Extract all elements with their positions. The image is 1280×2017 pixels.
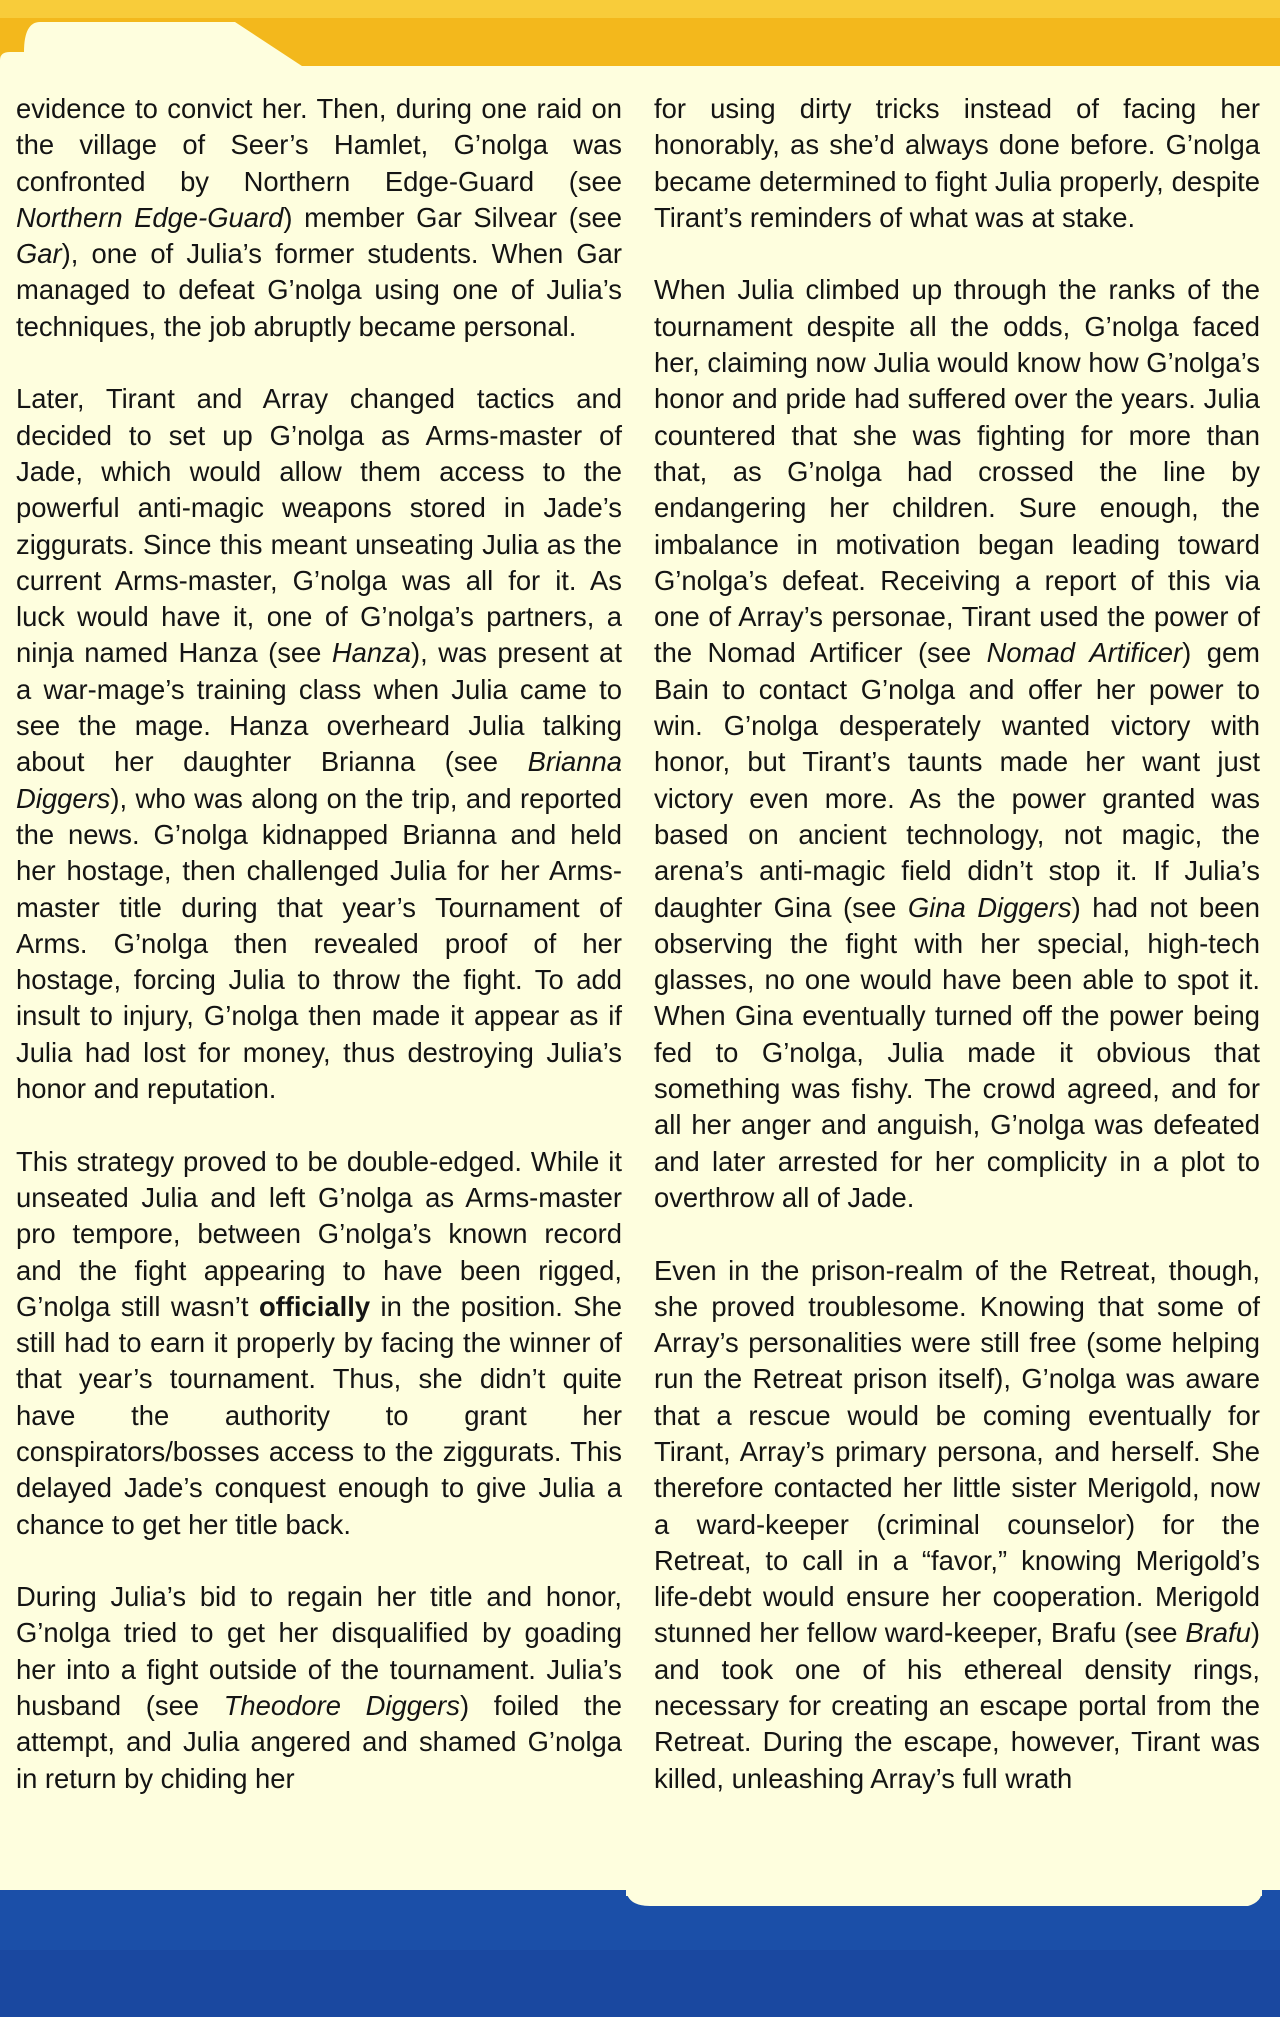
- cross-reference: Gina Diggers: [907, 891, 1072, 923]
- text-run: for using dirty tricks instead of facing her honorably, as she’d always done before. G’nolga became determined to fight Julia properly, despite Tirant’s reminders of what was at stake.: [654, 93, 1260, 233]
- text-run: ) gem Bain to contact G’nolga and offer her power to win. G’nolga desperately wanted victory with honor, but Tirant’s taunts made her want just victory even more. As the power granted was based on ancient technology, not magic, the arena’s anti-magic field didn’t stop it. If Julia’s daughter Gina (see: [654, 637, 1260, 923]
- right-paragraph-2: [654, 272, 1260, 1216]
- right-paragraph-1: [654, 91, 1260, 236]
- left-paragraph-3: [16, 1144, 622, 1543]
- cross-reference: Hanza: [331, 637, 412, 669]
- cross-reference: Theodore Diggers: [223, 1690, 460, 1722]
- text-run: ) had not been observing the fight with her special, high-tech glasses, no one would have been able to spot it. When Gina eventually turned off the power being fed to G’nolga, Julia made it obvious that something was fishy. The crowd agreed, and for all her anger and anguish, G’nolga was defeated and later arrested for her complicity in a plot to overthrow all of Jade.: [654, 891, 1260, 1213]
- text-run: ) member Gar Silvear (see: [283, 201, 622, 233]
- text-run: Later, Tirant and Array changed tactics and decided to set up G’nolga as Arms-master of Jade, which would allow them access to the powerful anti-magic weapons stored in Jade’s ziggurats. Since this meant unseating Julia as the current Arms-master, G’nolga was all for it. As luck would have it, one of G’nolga’s partners, a ninja named Hanza (see: [16, 383, 622, 669]
- top-banner: [0, 0, 1280, 70]
- cross-reference: Nomad Artificer: [986, 637, 1183, 669]
- cross-reference: Gar: [16, 238, 62, 270]
- text-run: evidence to convict her. Then, during one raid on the village of Seer’s Hamlet, G’nolga was confronted by Northern Edge-Guard (see: [16, 93, 622, 197]
- left-paragraph-1: [16, 91, 622, 345]
- left-paragraph-4: [16, 1579, 622, 1797]
- text-run: This strategy proved to be double-edged. While it unseated Julia and left G’nolga as Arms-master pro tempore, between G’nolga’s known record and the fight appearing to have been rigged, G’nolga still wasn’t: [16, 1145, 622, 1322]
- left-paragraph-2: [16, 381, 622, 1107]
- cross-reference: Brianna Diggers: [16, 746, 622, 814]
- cross-reference: Northern Edge-Guard: [16, 201, 284, 233]
- text-run: ), who was along on the trip, and reported the news. G’nolga kidnapped Brianna and held her hostage, then challenged Julia for her Arms-master title during that year’s Tournament of Arms. G’nolga then revealed proof of her hostage, forcing Julia to throw the fight. To add insult to injury, G’nolga then made it appear as if Julia had lost for money, thus destroying Julia’s honor and reputation.: [16, 782, 622, 1105]
- text-run: in the position. She still had to earn it properly by facing the winner of that year’s tournament. Thus, she didn’t quite have the authority to grant her conspirators/bosses access to the ziggurats. This delayed Jade’s conquest enough to give Julia a chance to get her title back.: [16, 1290, 622, 1540]
- bottom-banner: [0, 1890, 1280, 2017]
- text-run: ) and took one of his ethereal density rings, necessary for creating an escape portal from the Retreat. During the escape, however, Tirant was killed, unleashing Array’s full wrath: [654, 1617, 1260, 1794]
- cross-reference: Brafu: [1185, 1617, 1251, 1649]
- text-run: When Julia climbed up through the ranks of the tournament despite all the odds, G’nolga faced her, claiming now Julia would know how G’nolga’s honor and pride had suffered over the years. Julia countered that she was fighting for more than that, as G’nolga had crossed the line by endangering her children. Sure enough, the imbalance in motivation began leading toward G’nolga’s defeat. Receiving a report of this via one of Array’s personae, Tirant used the power of the Nomad Artificer (see: [654, 274, 1260, 669]
- text-run: ), one of Julia’s former students. When Gar managed to defeat G’nolga using one of Julia’s techniques, the job abruptly became personal.: [16, 238, 622, 342]
- right-paragraph-3: [654, 1253, 1260, 1797]
- text-run: During Julia’s bid to regain her title and honor, G’nolga tried to get her disqualified by goading her into a fight outside of the tournament. Julia’s husband (see: [16, 1581, 622, 1722]
- left-column: [16, 91, 622, 1797]
- right-column: [654, 91, 1260, 1797]
- text-run: Even in the prison-realm of the Retreat, though, she proved troublesome. Knowing that some of Array’s personalities were still free (some helping run the Retreat prison itself), G’nolga was aware that a rescue would be coming eventually for Tirant, Array’s primary persona, and herself. She therefore contacted her little sister Merigold, now a ward-keeper (criminal counselor) for the Retreat, to call in a “favor,” knowing Merigold’s life-debt would ensure her cooperation. Merigold stunned her fellow ward-keeper, Brafu (see: [654, 1254, 1260, 1649]
- text-run: ) foiled the attempt, and Julia angered and shamed G’nolga in return by chiding her: [16, 1690, 622, 1794]
- emphasis-bold: officially: [258, 1290, 371, 1322]
- text-run: ), was present at a war-mage’s training class when Julia came to see the mage. Hanza overheard Julia talking about her daughter Brianna (see: [16, 637, 622, 778]
